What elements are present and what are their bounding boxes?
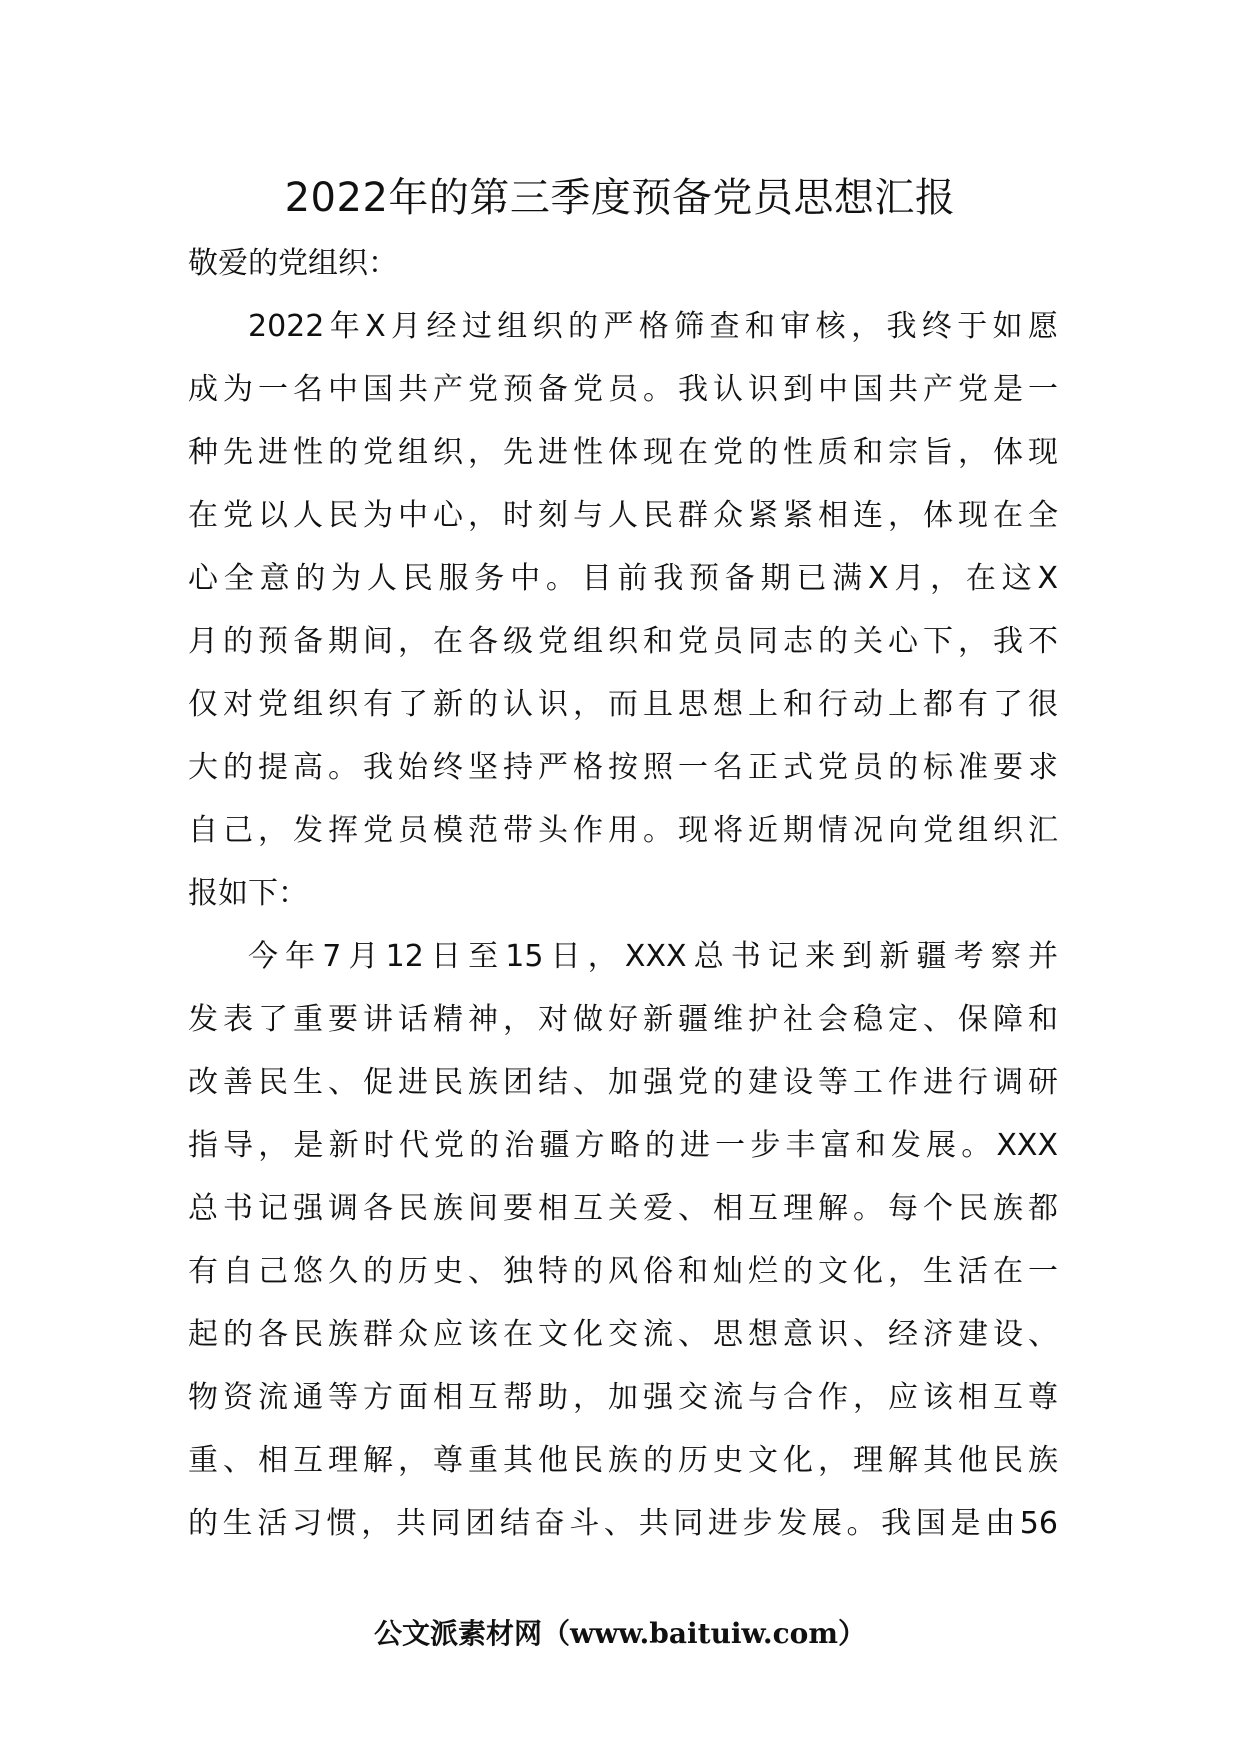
text-line: 自己，发挥党员模范带头作用。现将近期情况向党组织汇 bbox=[188, 813, 1058, 848]
text-line: 月的预备期间，在各级党组织和党员同志的关心下，我不 bbox=[188, 624, 1058, 659]
text-line: 2022年X月经过组织的严格筛查和审核，我终于如愿 bbox=[248, 309, 1058, 344]
text-line: 报如下： bbox=[188, 876, 308, 911]
document-body bbox=[188, 232, 1058, 1555]
footer-watermark: 公文派素材网（www.baituiw.com） bbox=[374, 1617, 866, 1650]
text-line: 改善民生、促进民族团结、加强党的建设等工作进行调研 bbox=[188, 1065, 1058, 1100]
text-line: 在党以人民为中心，时刻与人民群众紧紧相连，体现在全 bbox=[188, 498, 1058, 533]
text-line: 有自己悠久的历史、独特的风俗和灿烂的文化，生活在一 bbox=[188, 1254, 1058, 1289]
document-title: 2022年的第三季度预备党员思想汇报 bbox=[284, 175, 956, 221]
text-line: 仅对党组织有了新的认识，而且思想上和行动上都有了很 bbox=[188, 687, 1058, 722]
paragraph-1 bbox=[188, 295, 1058, 925]
text-line: 种先进性的党组织，先进性体现在党的性质和宗旨，体现 bbox=[188, 435, 1058, 470]
text-line: 心全意的为人民服务中。目前我预备期已满X月，在这X bbox=[188, 561, 1058, 596]
text-line: 今年7月12日至15日，XXX总书记来到新疆考察并 bbox=[248, 939, 1058, 974]
paragraph-2 bbox=[188, 925, 1058, 1555]
text-line: 物资流通等方面相互帮助，加强交流与合作，应该相互尊 bbox=[188, 1380, 1058, 1415]
salutation: 敬爱的党组织： bbox=[188, 246, 398, 281]
text-line: 总书记强调各民族间要相互关爱、相互理解。每个民族都 bbox=[188, 1191, 1058, 1226]
text-line: 大的提高。我始终坚持严格按照一名正式党员的标准要求 bbox=[188, 750, 1058, 785]
text-line: 成为一名中国共产党预备党员。我认识到中国共产党是一 bbox=[188, 372, 1058, 407]
text-line: 的生活习惯，共同团结奋斗、共同进步发展。我国是由56 bbox=[188, 1506, 1058, 1541]
text-line: 起的各民族群众应该在文化交流、思想意识、经济建设、 bbox=[188, 1317, 1058, 1352]
text-line: 发表了重要讲话精神，对做好新疆维护社会稳定、保障和 bbox=[188, 1002, 1058, 1037]
text-line: 指导，是新时代党的治疆方略的进一步丰富和发展。XXX bbox=[188, 1128, 1058, 1163]
text-line: 重、相互理解，尊重其他民族的历史文化，理解其他民族 bbox=[188, 1443, 1058, 1478]
